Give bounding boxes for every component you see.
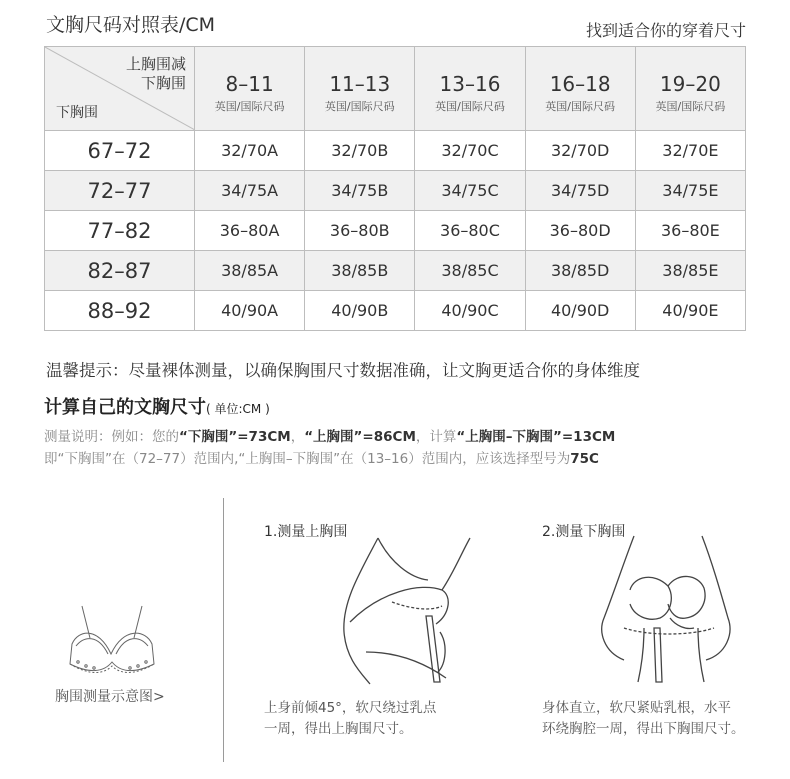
table-cell: 36–80D [525, 211, 635, 251]
table-row [45, 291, 746, 331]
table-cell: 36–80C [415, 211, 525, 251]
table-cell: 34/75E [635, 171, 745, 211]
upper-bust-measure-illustration [330, 532, 480, 692]
table-row [45, 171, 746, 211]
table-cell: 32/70A [195, 131, 305, 171]
size-chart-table [44, 46, 746, 331]
table-cell: 38/85A [195, 251, 305, 291]
calc-unit: ( 单位:CM ) [206, 402, 270, 416]
row-label: 67–72 [45, 131, 195, 171]
row-label: 77–82 [45, 211, 195, 251]
table-cell: 34/75B [305, 171, 415, 211]
vertical-divider [223, 498, 224, 762]
column-header: 13–16 英国/国际尺码 [415, 47, 525, 131]
table-cell: 38/85D [525, 251, 635, 291]
step1-description: 上身前倾45°，软尺绕过乳点 一周，得出上胸围尺寸。 [264, 700, 437, 737]
table-row [45, 251, 746, 291]
bra-illustration[interactable] [64, 604, 160, 686]
bra-icon [64, 604, 160, 682]
row-label: 72–77 [45, 171, 195, 211]
table-row [45, 131, 746, 171]
table-cell: 40/90A [195, 291, 305, 331]
step1-title: 1.测量上胸围 [264, 524, 348, 540]
table-cell: 40/90B [305, 291, 415, 331]
step2-title: 2.测量下胸围 [542, 524, 626, 540]
calc-heading: 计算自己的文胸尺寸( 单位:CM ) [44, 397, 270, 418]
row-label: 82–87 [45, 251, 195, 291]
table-header-row [45, 47, 746, 131]
table-cell: 40/90C [415, 291, 525, 331]
table-cell: 38/85E [635, 251, 745, 291]
table-cell: 34/75C [415, 171, 525, 211]
page-subtitle: 找到适合你的穿着尺寸 [585, 21, 746, 40]
table-row [45, 211, 746, 251]
under-bust-measure-illustration [594, 532, 744, 692]
tip-text: 温馨提示：尽量裸体测量，以确保胸围尺寸数据准确，让文胸更适合你的身体维度 [46, 361, 640, 380]
table-cell: 34/75D [525, 171, 635, 211]
measure-explanation [44, 426, 615, 470]
corner-bottom-label: 下胸围 [56, 105, 98, 121]
page-title: 文胸尺码对照表/CM [46, 14, 216, 36]
explanation-line-1: 测量说明：例如：您的“下胸围”=73CM，“上胸围”=86CM，计算“上胸围–下胸围”=13CM [44, 429, 616, 445]
table-cell: 32/70C [415, 131, 525, 171]
table-cell: 32/70E [635, 131, 745, 171]
column-header: 11–13 英国/国际尺码 [305, 47, 415, 131]
table-cell: 36–80E [635, 211, 745, 251]
table-cell: 38/85C [415, 251, 525, 291]
bra-caption-link[interactable]: 胸围测量示意图> [55, 689, 165, 705]
column-header: 16–18 英国/国际尺码 [525, 47, 635, 131]
table-cell: 38/85B [305, 251, 415, 291]
table-cell: 32/70D [525, 131, 635, 171]
explanation-line-2: 即“下胸围”在（72–77）范围内,“上胸围–下胸围”在（13–16）范围内，应该选择型号为75C [44, 451, 599, 467]
row-label: 88–92 [45, 291, 195, 331]
corner-top-label: 上胸围减 下胸围 [125, 55, 186, 92]
table-corner-cell [45, 47, 195, 131]
column-header: 19–20 英国/国际尺码 [635, 47, 745, 131]
table-cell: 32/70B [305, 131, 415, 171]
table-cell: 36–80A [195, 211, 305, 251]
step2-description: 身体直立，软尺紧贴乳根，水平 环绕胸腔一周，得出下胸围尺寸。 [542, 700, 745, 737]
table-cell: 36–80B [305, 211, 415, 251]
table-cell: 40/90E [635, 291, 745, 331]
table-cell: 40/90D [525, 291, 635, 331]
table-cell: 34/75A [195, 171, 305, 211]
column-header: 8–11 英国/国际尺码 [195, 47, 305, 131]
